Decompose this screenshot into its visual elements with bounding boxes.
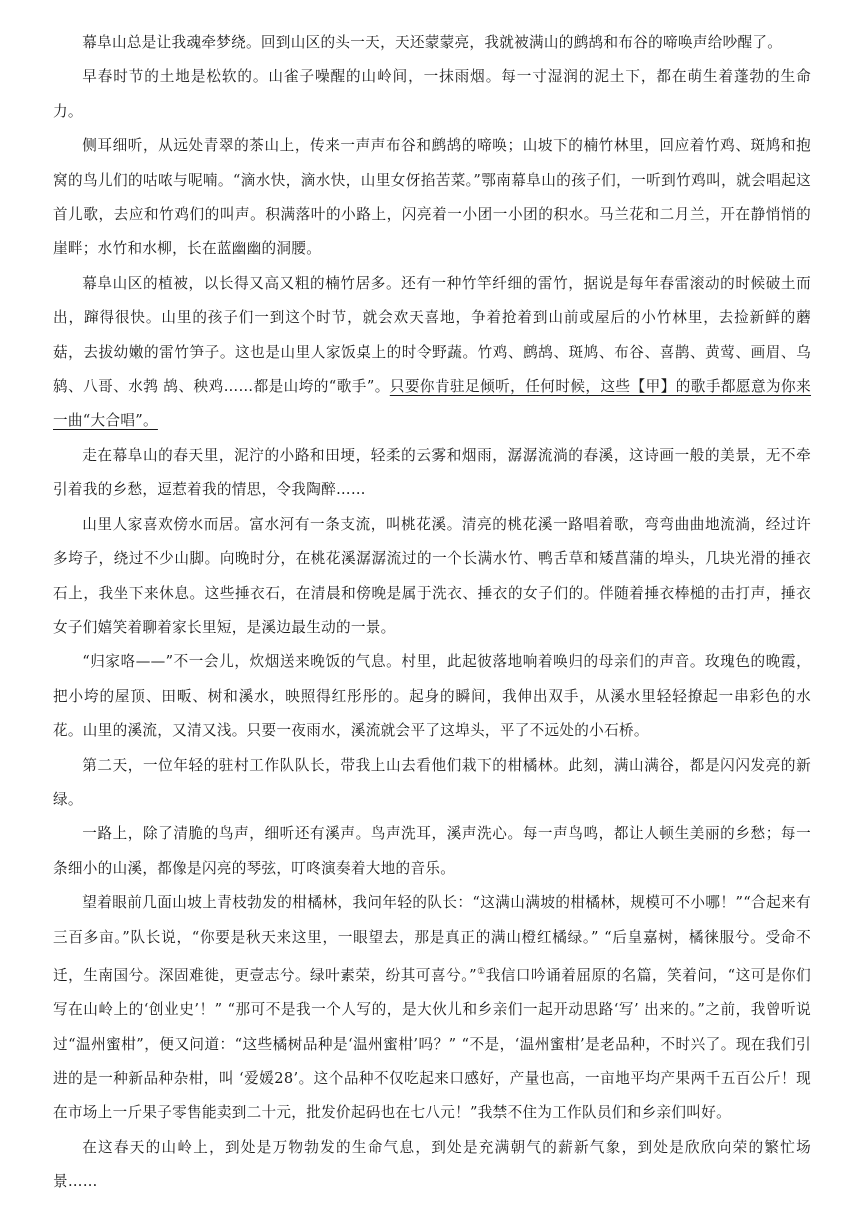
paragraph-2: 早春时节的土地是松软的。山雀子噪醒的山岭间，一抹雨烟。每一寸湿润的泥土下，都在萌生着蓬勃的生命力。 (53, 68, 811, 120)
paragraph-10-text-a: 望着眼前几面山坡上青枝勃发的柑橘林，我问年轻的队长：“这满山满坡的柑橘林，规模可不小哪！”“合起来有三百多亩。”队长说，“你要是秋天来这里，一眼望去，那是真正的满山橙红橘绿。” “后皇嘉树，橘徕服兮。受命不迁，生南国兮。深固难徙，更壹志兮。绿叶素荣，纷其可喜兮。” (53, 894, 811, 984)
paragraph-4 (53, 267, 811, 439)
paragraph-3: 侧耳细听，从远处青翠的茶山上，传来一声声布谷和鹧鸪的啼唤；山坡下的楠竹林里，回应着竹鸡、斑鸠和抱窝的鸟儿们的咕哝与呢喃。“滴水快，滴水快，山里女伢掐苦菜。”鄂南幕阜山的孩子们，一听到竹鸡叫，就会唱起这首儿歌，去应和竹鸡们的叫声。积满落叶的小路上，闪亮着一小团一小团的积水。马兰花和二月兰，开在静悄悄的崖畔；水竹和水柳，长在蓝幽幽的洞腰。 (53, 137, 811, 258)
paragraph-4-text: 幕阜山区的植被，以长得又高又粗的楠竹居多。还有一种竹竿纤细的雷竹，据说是每年春雷滚动的时候破土而出，蹿得很快。山里的孩子们一到这个时节，就会欢天喜地，争着抢着到山前或屋后的小竹林里，去捡新鲜的蘑菇，去拔幼嫩的雷竹笋子。这也是山里人家饭桌上的时令野蔬。竹鸡、鹧鸪、斑鸠、布谷、喜鹊、黄莺、画眉、乌鸫、八哥、水鹁 鸪、秧鸡……都是山垮的“歌手”。 (53, 274, 811, 396)
paragraph-11: 在这春天的山岭上，到处是万物勃发的生命气息，到处是充满朝气的薪新气象，到处是欣欣向荣的繁忙场景…… (53, 1138, 811, 1191)
paragraph-10-text-b: 我信口吟诵着屈原的名篇，笑着问，“这可是你们写在山岭上的‘创业史’！” “那可不是我一个人写的，是大伙儿和乡亲们一起开动思路‘写’ 出来的。”之前，我曾听说过“温州蜜柑”，便又问道：“这些橘树品种是‘温州蜜柑’吗？” “不是，‘温州蜜柑’是老品种，不时兴了。现在我们引进的是一种新品种杂柑，叫 ‘爱媛28’。这个品种不仅吃起来口感好，产量也高，一亩地平均产果两千五百公斤！现在市场上一斤果子零售能卖到二十元，批发价起码也在七八元！”我禁不住为工作队员们和乡亲们叫好。 (53, 966, 811, 1122)
paragraph-9: 一路上，除了清脆的鸟声，细听还有溪声。鸟声洗耳，溪声洗心。每一声鸟鸣，都让人顿生美丽的乡愁；每一条细小的山溪，都像是闪亮的琴弦，叮咚演奏着大地的音乐。 (53, 825, 811, 877)
paragraph-6: 山里人家喜欢傍水而居。富水河有一条支流，叫桃花溪。清亮的桃花溪一路唱着歌，弯弯曲曲地流淌，经过许多垮子，绕过不少山脚。向晚时分，在桃花溪潺潺流过的一个长满水竹、鸭舌草和矮菖蒲的埠头，几块光滑的捶衣石上，我坐下来休息。这些捶衣石，在清晨和傍晚是属于洗衣、捶衣的女子们的。伴随着捶衣棒槌的击打声，捶衣女子们嬉笑着聊着家长里短，是溪边最生动的一景。 (53, 515, 811, 636)
paragraph-10 (53, 886, 811, 1131)
footnote-marker: ① (476, 966, 486, 977)
paragraph-5: 走在幕阜山的春天里，泥泞的小路和田埂，轻柔的云雾和烟雨，潺潺流淌的春溪，这诗画一般的美景，无不牵引着我的乡愁，逗惹着我的情思，令我陶醉…… (53, 446, 811, 499)
underlined-sentence: 只要你肯驻足倾听，任何时候，这些【甲】的歌手都愿意为你来一曲“大合唱”。 (53, 378, 812, 430)
paragraph-8: 第二天，一位年轻的驻村工作队队长，带我上山去看他们栽下的柑橘林。此刻，满山满谷，都是闪闪发亮的新绿。 (53, 756, 811, 808)
paragraph-7: “归家咯——”不一会儿，炊烟送来晚饭的气息。村里，此起彼落地响着唤归的母亲们的声音。玫瑰色的晚霞，把小垮的屋顶、田畈、树和溪水，映照得红彤彤的。起身的瞬间，我伸出双手，从溪水里轻轻撩起一串彩色的水花。山里的溪流，又清又浅。只要一夜雨水，溪流就会平了这埠头，平了不远处的小石桥。 (53, 653, 811, 740)
paragraph-1: 幕阜山总是让我魂牵梦绕。回到山区的头一天，天还蒙蒙亮，我就被满山的鹧鸪和布谷的啼唤声给吵醒了。 (82, 34, 783, 51)
